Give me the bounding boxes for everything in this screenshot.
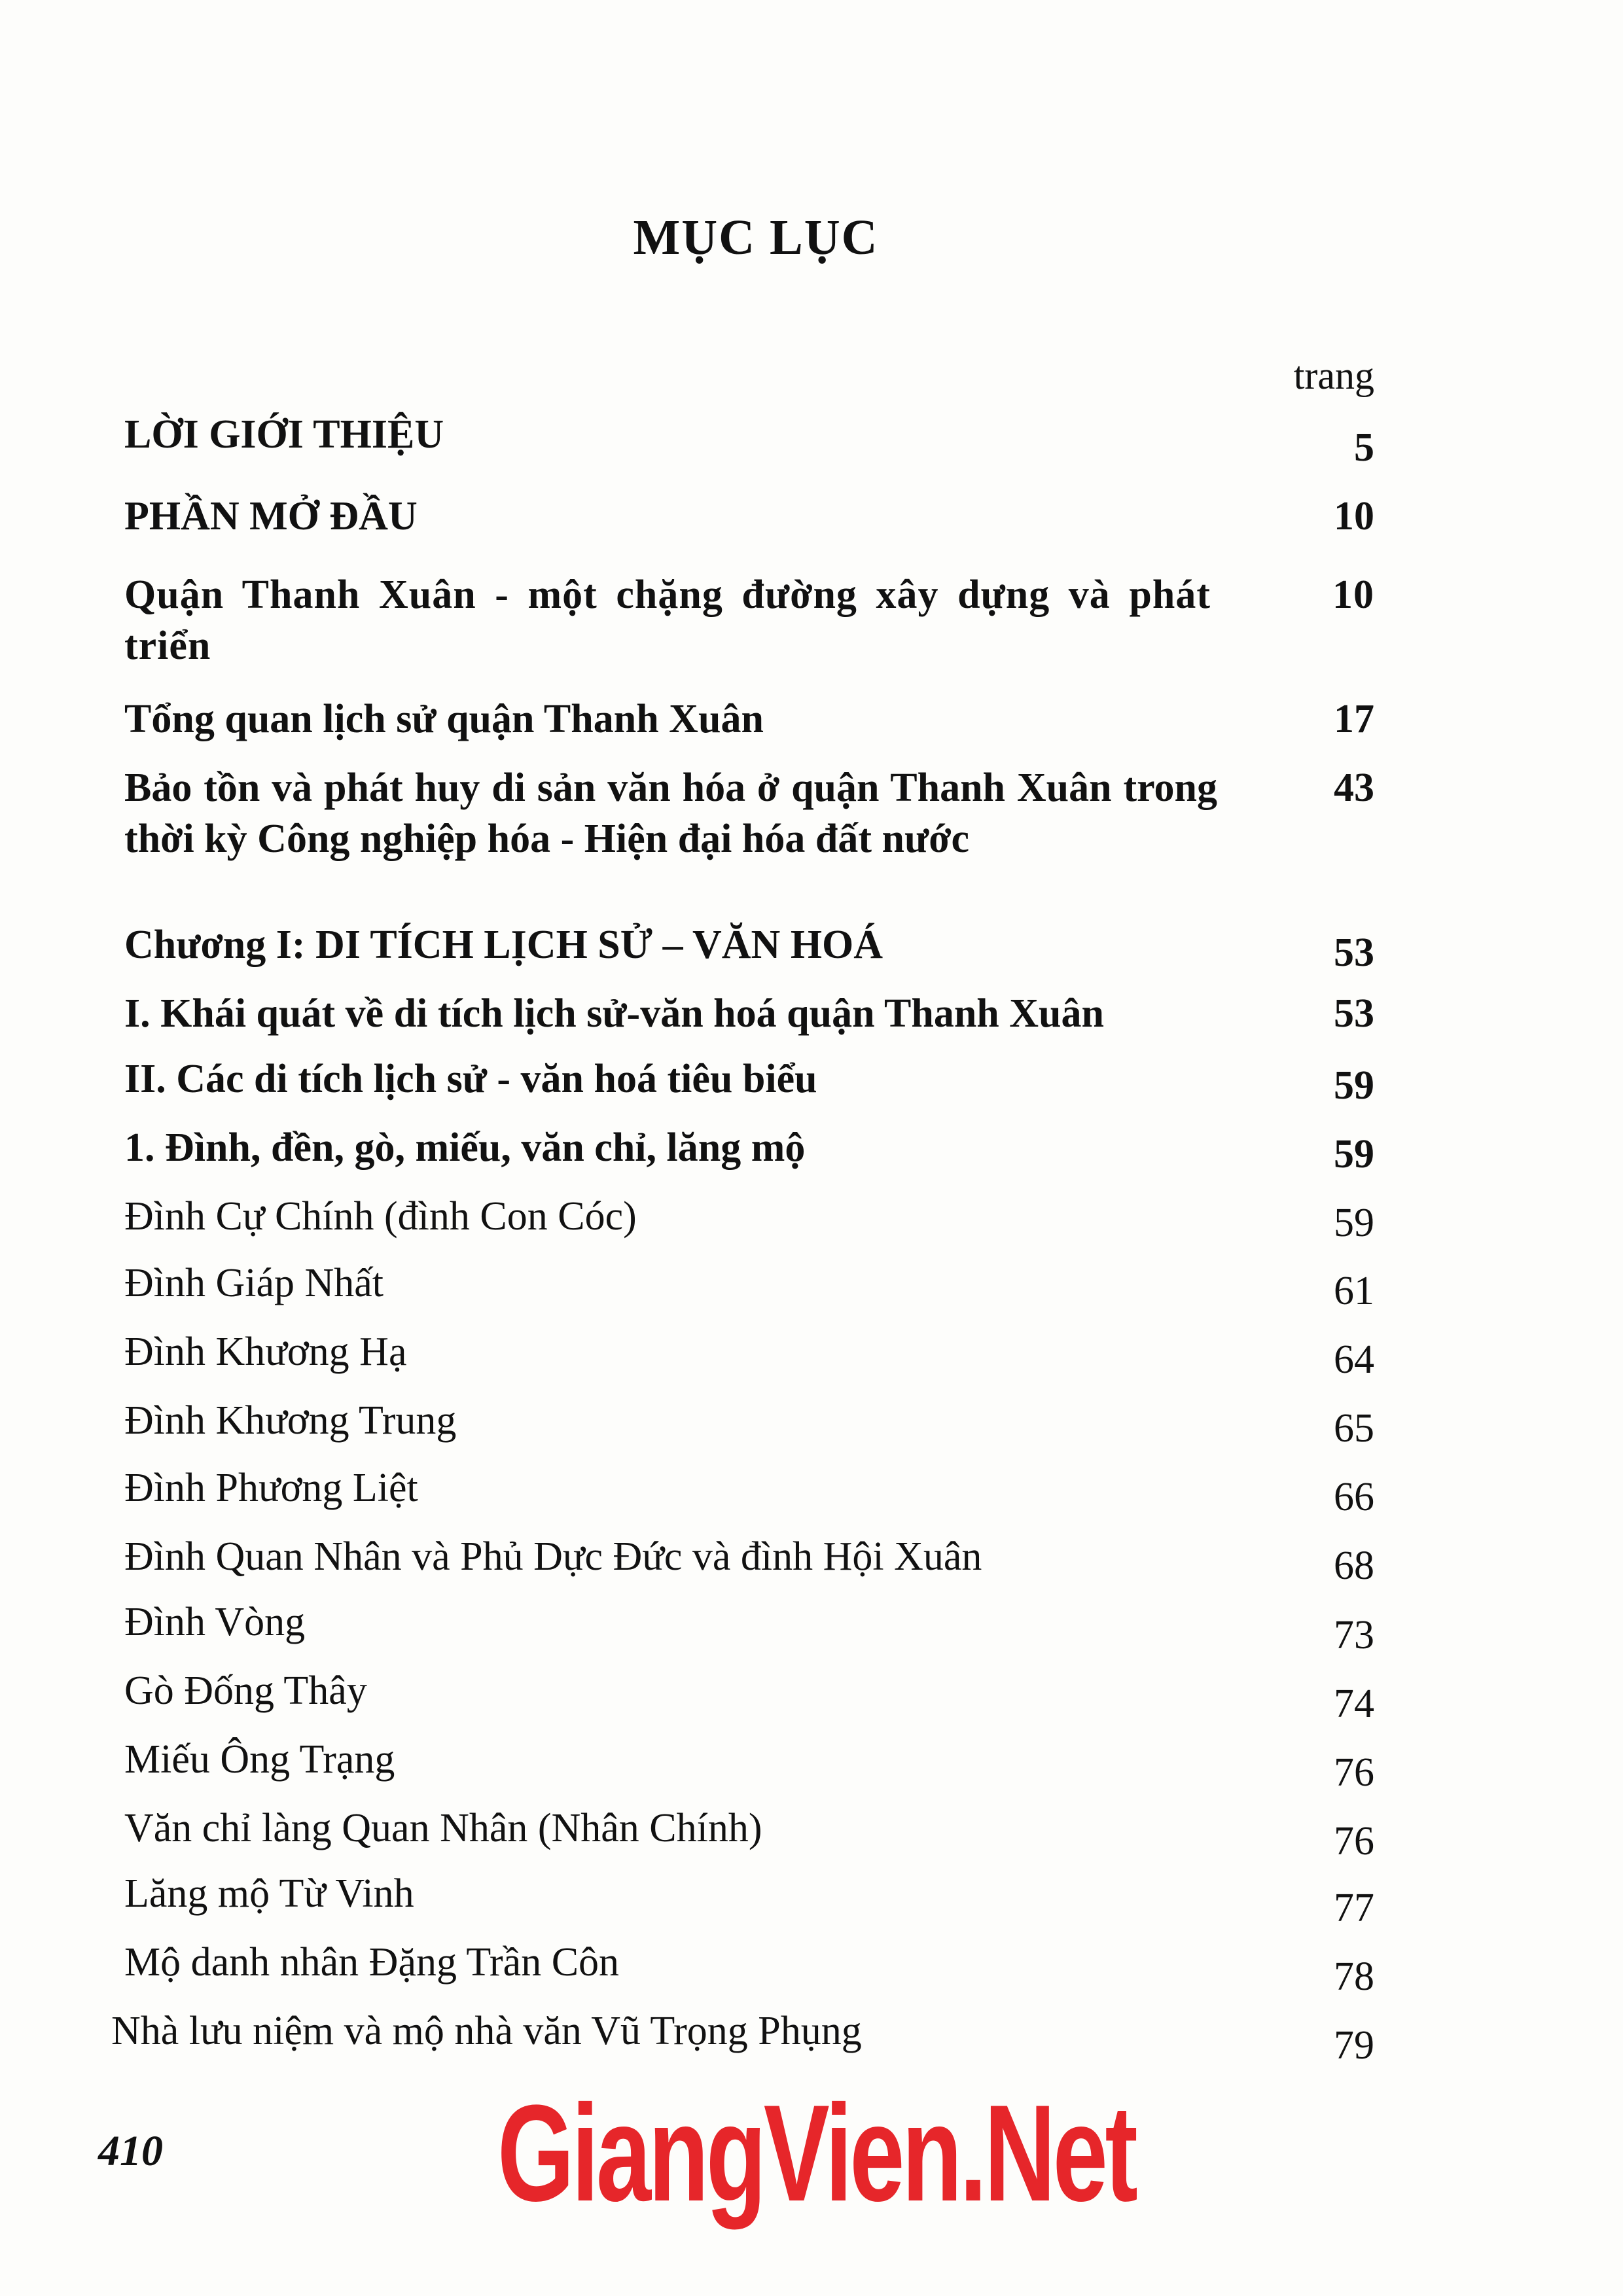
toc-entry-page: 61 [1334, 1269, 1374, 1313]
toc-entry [124, 1122, 1374, 1176]
toc-entry-text: LỜI GIỚI THIỆU [124, 412, 444, 457]
toc-entry-page: 17 [1334, 697, 1374, 741]
toc-entry [124, 1462, 1374, 1519]
toc-entry-text: Quận Thanh Xuân - một chặng đường xây dựng và phát triển [124, 573, 1211, 668]
toc-entry-text: Chương I: DI TÍCH LỊCH SỬ – VĂN HOÁ [124, 923, 883, 967]
toc-entry-text: Đình Phương Liệt [124, 1466, 418, 1510]
toc-entry-page: 64 [1334, 1337, 1374, 1382]
toc-entry-text: Đình Giáp Nhất [124, 1261, 384, 1305]
toc-entry-page: 53 [1334, 930, 1374, 975]
toc-entry-page: 10 [1332, 573, 1374, 617]
toc-entry-text: Lăng mộ Từ Vinh [124, 1871, 414, 1916]
toc-entry-page: 76 [1334, 1819, 1374, 1863]
toc-entry-text: II. Các di tích lịch sử - văn hoá tiêu biểu [124, 1057, 817, 1101]
toc-entry-page: 73 [1334, 1613, 1374, 1657]
toc-entry-page: 5 [1354, 425, 1374, 470]
page-title: MỤC LỤC [633, 210, 879, 265]
toc-entry-page: 74 [1334, 1682, 1374, 1726]
toc-entry-text: Đình Quan Nhân và Phủ Dực Đức và đình Hội Xuân [124, 1534, 982, 1579]
toc-entry [124, 694, 1374, 745]
toc-entry [124, 569, 1374, 671]
toc-entry-text: PHẦN MỞ ĐẦU [124, 494, 418, 539]
toc-entry-text: I. Khái quát về di tích lịch sử-văn hoá quận Thanh Xuân [124, 991, 1105, 1036]
toc-entry-text: Đình Khương Trung [124, 1398, 457, 1443]
toc-entry-page: 78 [1334, 1954, 1374, 1999]
toc-entry-page: 59 [1334, 1201, 1374, 1245]
toc-entry-page: 77 [1334, 1886, 1374, 1930]
toc-entry-text: Văn chỉ làng Quan Nhân (Nhân Chính) [124, 1806, 762, 1850]
toc-entry [124, 762, 1374, 864]
toc-entry-page: 68 [1334, 1544, 1374, 1588]
toc-entry [124, 1191, 1374, 1245]
toc-entry-page: 76 [1334, 1750, 1374, 1795]
toc-entry-page: 53 [1334, 991, 1374, 1036]
toc-entry [124, 1395, 1374, 1451]
toc-entry-text: Đình Khương Hạ [124, 1330, 407, 1374]
toc-entry [111, 2005, 1374, 2068]
toc-entry-text: Đình Vòng [124, 1600, 306, 1644]
toc-entry-page: 66 [1334, 1475, 1374, 1519]
toc-entry-page: 79 [1334, 2023, 1374, 2068]
toc-entry [124, 1665, 1374, 1726]
toc-entry-page: 65 [1334, 1406, 1374, 1451]
toc-entry [124, 409, 1374, 470]
toc-entry-page: 10 [1334, 494, 1374, 539]
toc-entry [124, 1531, 1374, 1588]
toc-entry [124, 1937, 1374, 1999]
toc-entry [124, 1326, 1374, 1382]
toc-entry-text: Bảo tồn và phát huy di sản văn hóa ở quận Thanh Xuân trong thời kỳ Công nghiệp hóa - Hiện đại hóa đất nước [124, 766, 1217, 861]
toc-entry-text: Mộ danh nhân Đặng Trần Côn [124, 1940, 620, 1985]
toc-entry [124, 988, 1374, 1039]
toc-entry [124, 1868, 1374, 1930]
toc-entry-text: 1. Đình, đền, gò, miếu, văn chỉ, lăng mộ [124, 1125, 806, 1170]
toc-entry [124, 491, 1374, 542]
toc-entry [124, 919, 1374, 975]
toc-entry-text: Miếu Ông Trạng [124, 1737, 395, 1782]
toc-entry-text: Đình Cự Chính (đình Con Cóc) [124, 1194, 637, 1239]
toc-entry [124, 1258, 1374, 1313]
toc-entry-page: 43 [1334, 766, 1374, 810]
toc-entry [124, 1734, 1374, 1795]
watermark: GiangVien.Net [497, 2076, 1135, 2230]
toc-entry [124, 1053, 1374, 1108]
toc-entry-page: 59 [1334, 1063, 1374, 1108]
toc-entry [124, 1803, 1374, 1863]
toc-entry-text: Tổng quan lịch sử quận Thanh Xuân [124, 697, 764, 741]
page-column-label: trang [1293, 354, 1374, 397]
toc-entry-text: Gò Đống Thây [124, 1669, 367, 1713]
toc-entry [124, 1597, 1374, 1657]
toc-entry-page: 59 [1334, 1132, 1374, 1176]
toc-entry-text: Nhà lưu niệm và mộ nhà văn Vũ Trọng Phụng [111, 2009, 862, 2053]
page-number: 410 [98, 2127, 163, 2175]
